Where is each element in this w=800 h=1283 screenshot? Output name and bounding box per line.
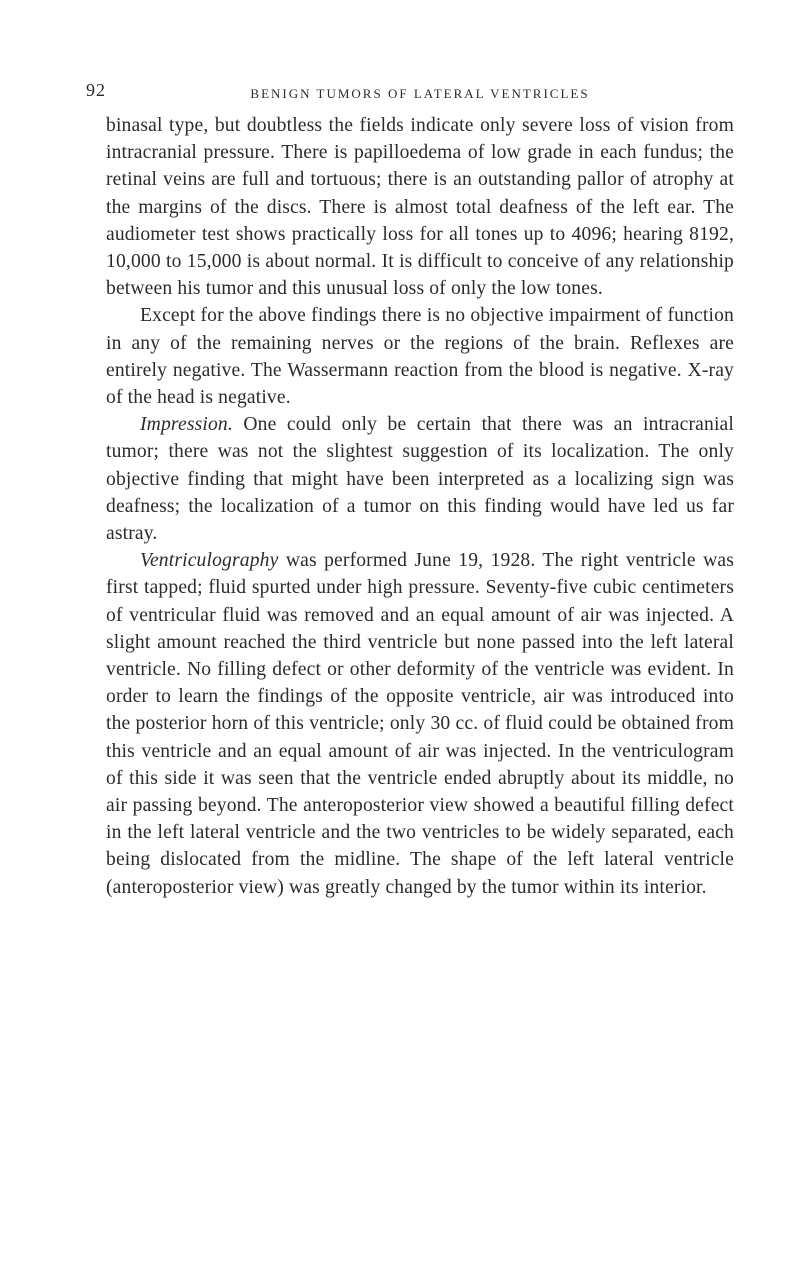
page-number: 92 — [86, 80, 106, 100]
body-text — [106, 112, 734, 901]
impression-text: One could only be certain that there was an intracranial tumor; there was not the slightest suggestion of its localization. The only objective finding that might have been interpreted as a localizing sign was deafness; the localization of a tumor on this finding would have led us far astray. — [106, 414, 734, 545]
ventriculography-heading: Ventriculography — [140, 550, 279, 572]
ventriculography-text: was performed June 19, 1928. The right ventricle was first tapped; fluid spurted under high pressure. Seventy-five cubic centimeters of ventricular fluid was removed and an equal amount of air was injected. A slight amount reached the third ventricle but none passed into the left lateral ventricle. No filling defect or other deformity of the ventricle was evident. In order to learn the findings of the opposite ventricle, air was introduced into the posterior horn of this ventricle; only 30 cc. of fluid could be obtained from this ventricle and an equal amount of air was injected. In the ventriculogram of this side it was seen that the ventricle ended abruptly about its middle, no air passing beyond. The anteroposterior view showed a beautiful filling defect in the left lateral ventricle and the two ventricles to be widely separated, each being dislocated from the midline. The shape of the left lateral ventricle (anteroposterior view) was greatly changed by the tumor within its interior. — [106, 550, 734, 898]
running-head: BENIGN TUMORS OF LATERAL VENTRICLES — [250, 86, 590, 101]
paragraph-vision-hearing: binasal type, but doubtless the fields indicate only severe loss of vision from intracranial pressure. There is papilloedema of low grade in each fundus; the retinal veins are full and tortuous; there is an outstanding pallor of atrophy at the margins of the discs. There is almost total deafness of the left ear. The audiometer test shows practically loss for all tones up to 4096; hearing 8192, 10,000 to 15,000 is about normal. It is difficult to conceive of any relationship between his tumor and this unusual loss of only the low tones. — [106, 115, 734, 300]
paragraph-other-findings: Except for the above findings there is no objective impairment of function in any of the remaining nerves or the regions of the brain. Reflexes are entirely negative. The Wassermann reaction from the blood is negative. X-ray of the head is negative. — [106, 305, 734, 409]
paragraph-impression — [106, 411, 734, 547]
paragraph-ventriculography — [106, 547, 734, 901]
impression-heading: Impression. — [140, 414, 233, 436]
